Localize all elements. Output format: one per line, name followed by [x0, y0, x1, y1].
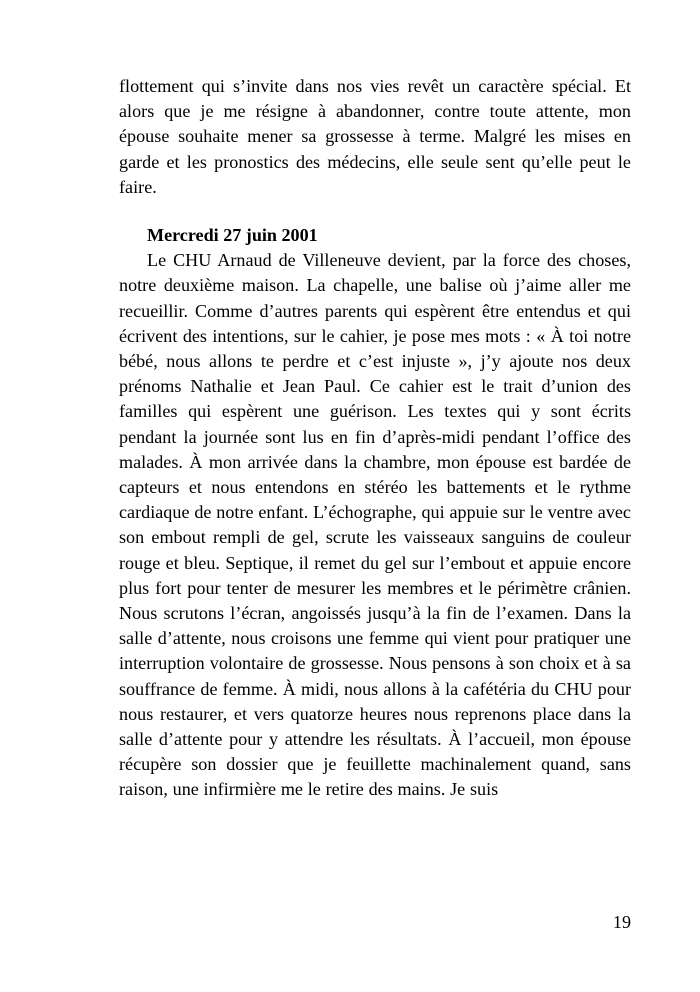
paragraph-continued: flottement qui s’invite dans nos vies revêt un caractère spécial. Et alors que je me résigne à abandonner, contre toute attente, mon épouse souhaite mener sa grossesse à terme. Malgré les mises en garde et les pronostics des médecins, elle seule sent qu’elle peut le faire.	[119, 76, 631, 197]
date-heading: Mercredi 27 juin 2001	[147, 225, 318, 246]
paragraph-journal-entry: Le CHU Arnaud de Villeneuve devient, par la force des choses, notre deuxième maison. La chapelle, une balise où j’aime aller me recueillir. Comme d’autres parents qui espèrent être entendus et qui écrivent des intentions, sur le cahier, je pose mes mots : « À toi notre bébé, nous allons te perdre et c’est injuste », j’y ajoute nos deux prénoms Nathalie et Jean Paul. Ce cahier est le trait d’union des familles qui espèrent une guérison. Les textes qui y sont écrits pendant la journée sont lus en fin d’après-midi pendant l’office des malades. À mon arrivée dans la chambre, mon épouse est bardée de capteurs et nous entendons en stéréo les battements et le rythme cardiaque de notre enfant. L’échographe, qui appuie sur le ventre avec son embout rempli de gel, scrute les vaisseaux sanguins de couleur rouge et bleu. Septique, il remet du gel sur l’embout et appuie encore plus fort pour tenter de mesurer les membres et le périmètre crânien. Nous scrutons l’écran, angoissés jusqu’à la fin de l’examen. Dans la salle d’attente, nous croisons une femme qui vient pour pratiquer une interruption volontaire de grossesse. Nous pensons à son choix et à sa souffrance de femme. À midi, nous allons à la cafétéria du CHU pour nous restaurer, et vers quatorze heures nous reprenons place dans la salle d’attente pour y attendre les résultats. À l’accueil, mon épouse récupère son dossier que je feuillette machinalement quand, sans raison, une infirmière me le retire des mains. Je suis	[119, 250, 631, 800]
page-number: 19	[612, 912, 631, 932]
page-text-block	[119, 74, 631, 803]
